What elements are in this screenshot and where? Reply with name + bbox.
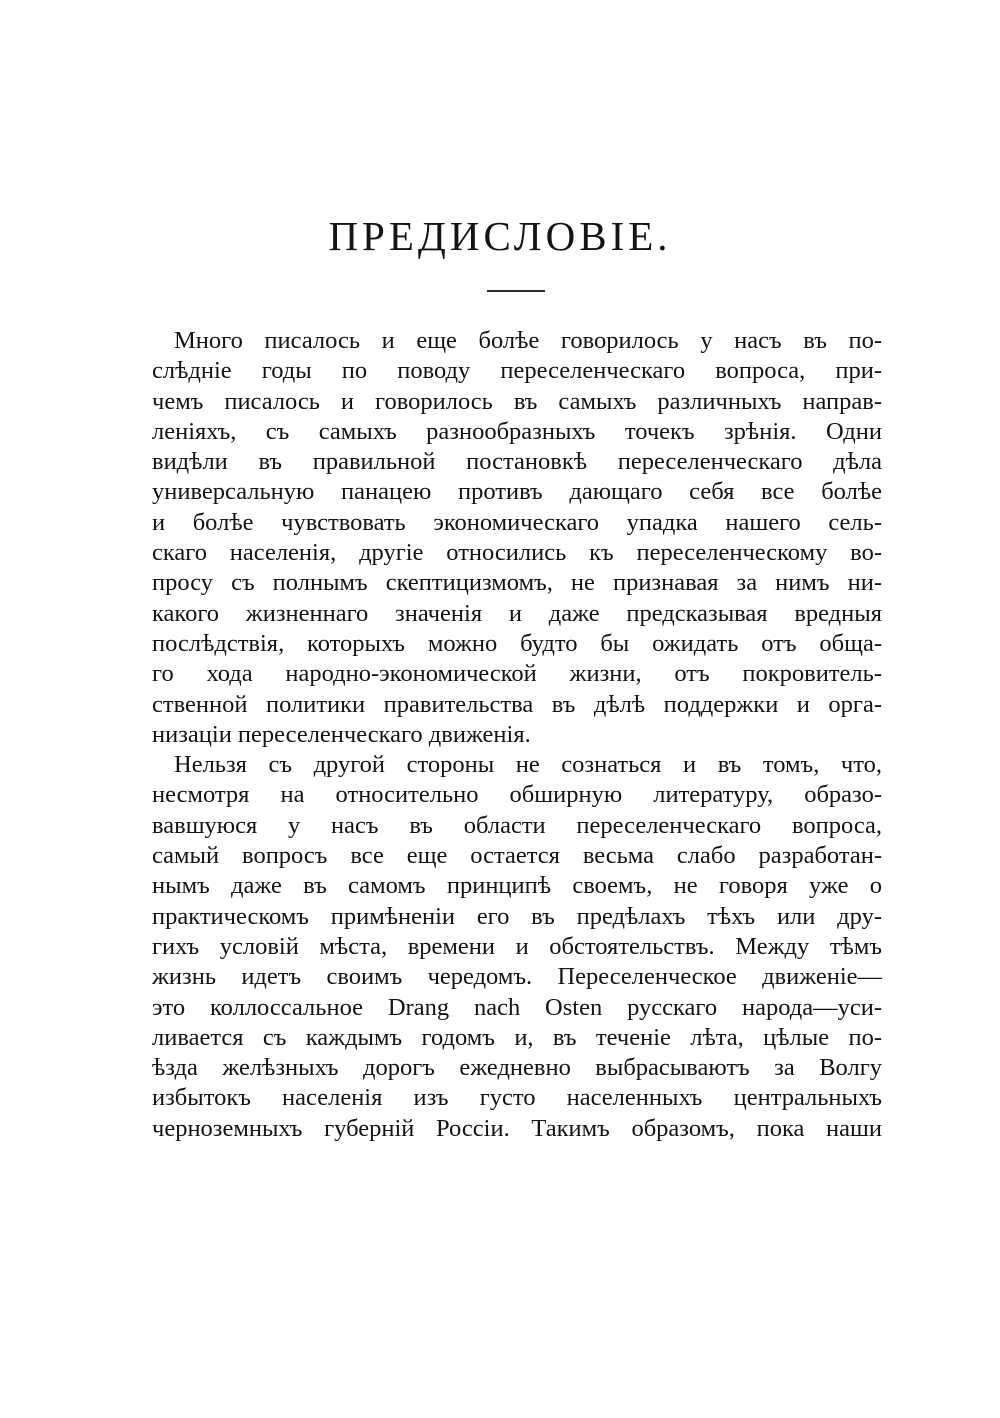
paragraph-2-line-4: самый вопросъ все еще остается весьма слабо разработан-	[152, 842, 882, 870]
paragraph-1-line-7: и болѣе чувствовать экономическаго упадка нашего сель-	[152, 508, 882, 536]
paragraph-2-line-7: гихъ условiй мѣста, времени и обстоятельствъ. Между тѣмъ	[152, 932, 882, 960]
paragraph-2-line-12: избытокъ населенiя изъ густо населенныхъ центральныхъ	[152, 1084, 882, 1112]
paragraph-2-line-13: черноземныхъ губернiй Россiи. Такимъ образомъ, пока наши	[152, 1114, 882, 1142]
paragraph-1-line-1: Много писалось и еще болѣе говорилось у насъ въ по-	[174, 327, 882, 354]
paragraph-1-line-3: чемъ писалось и говорилось въ самыхъ различныхъ направ-	[152, 387, 882, 415]
page-title: ПРЕДИСЛОВІЕ.	[328, 213, 672, 259]
paragraph-1-line-4: ленiяхъ, съ самыхъ разнообразныхъ точекъ зрѣнiя. Одни	[152, 417, 882, 445]
paragraph-1-line-10: какого жизненнаго значенiя и даже предсказывая вредныя	[152, 599, 882, 627]
paragraph-1-line-9: просу съ полнымъ скептицизмомъ, не признавая за нимъ ни-	[152, 569, 882, 597]
paragraph-2-line-3: вавшуюся у насъ въ области переселенческаго вопроса,	[152, 811, 882, 839]
paragraph-1-line-5: видѣли въ правильной постановкѣ переселенческаго дѣла	[152, 448, 882, 476]
paragraph-1-line-6: универсальную панацею противъ дающаго себя все болѣе	[152, 478, 882, 506]
paragraph-2-line-9: это коллоссальное Drang nach Osten русскаго народа—уси-	[152, 993, 882, 1021]
paragraph-2-line-8: жизнь идетъ своимъ чередомъ. Переселенческое движенiе—	[152, 963, 882, 991]
paragraph-1-line-13: ственной политики правительства въ дѣлѣ поддержки и орга-	[152, 690, 882, 718]
paragraph-2-line-2: несмотря на относительно обширную литературу, образо-	[152, 781, 882, 809]
paragraph-1-line-14: низацiи переселенческаго движенiя.	[152, 720, 531, 748]
paragraph-1-line-2: слѣднiе годы по поводу переселенческаго вопроса, при-	[152, 357, 882, 385]
paragraph-2-line-10: ливается съ каждымъ годомъ и, въ теченiе лѣта, цѣлые по-	[152, 1023, 882, 1051]
paragraph-2-line-5: нымъ даже въ самомъ принципѣ своемъ, не говоря уже о	[152, 872, 882, 900]
title-divider	[487, 290, 545, 292]
paragraph-2-line-1: Нельзя съ другой стороны не сознаться и въ томъ, что,	[174, 751, 882, 779]
paragraph-2-line-6: практическомъ примѣненiи его въ предѣлахъ тѣхъ или дру-	[152, 902, 882, 930]
paragraph-2-line-11: ѣзда желѣзныхъ дорогъ ежедневно выбрасываютъ за Волгу	[152, 1054, 882, 1082]
preface-text	[152, 326, 882, 1144]
paragraph-1-line-11: послѣдствiя, которыхъ можно будто бы ожидать отъ обща-	[152, 629, 882, 657]
paragraph-1-line-12: го хода народно-экономической жизни, отъ покровитель-	[152, 660, 882, 688]
paragraph-1-line-8: скаго населенiя, другiе относились къ переселенческому во-	[152, 539, 882, 567]
